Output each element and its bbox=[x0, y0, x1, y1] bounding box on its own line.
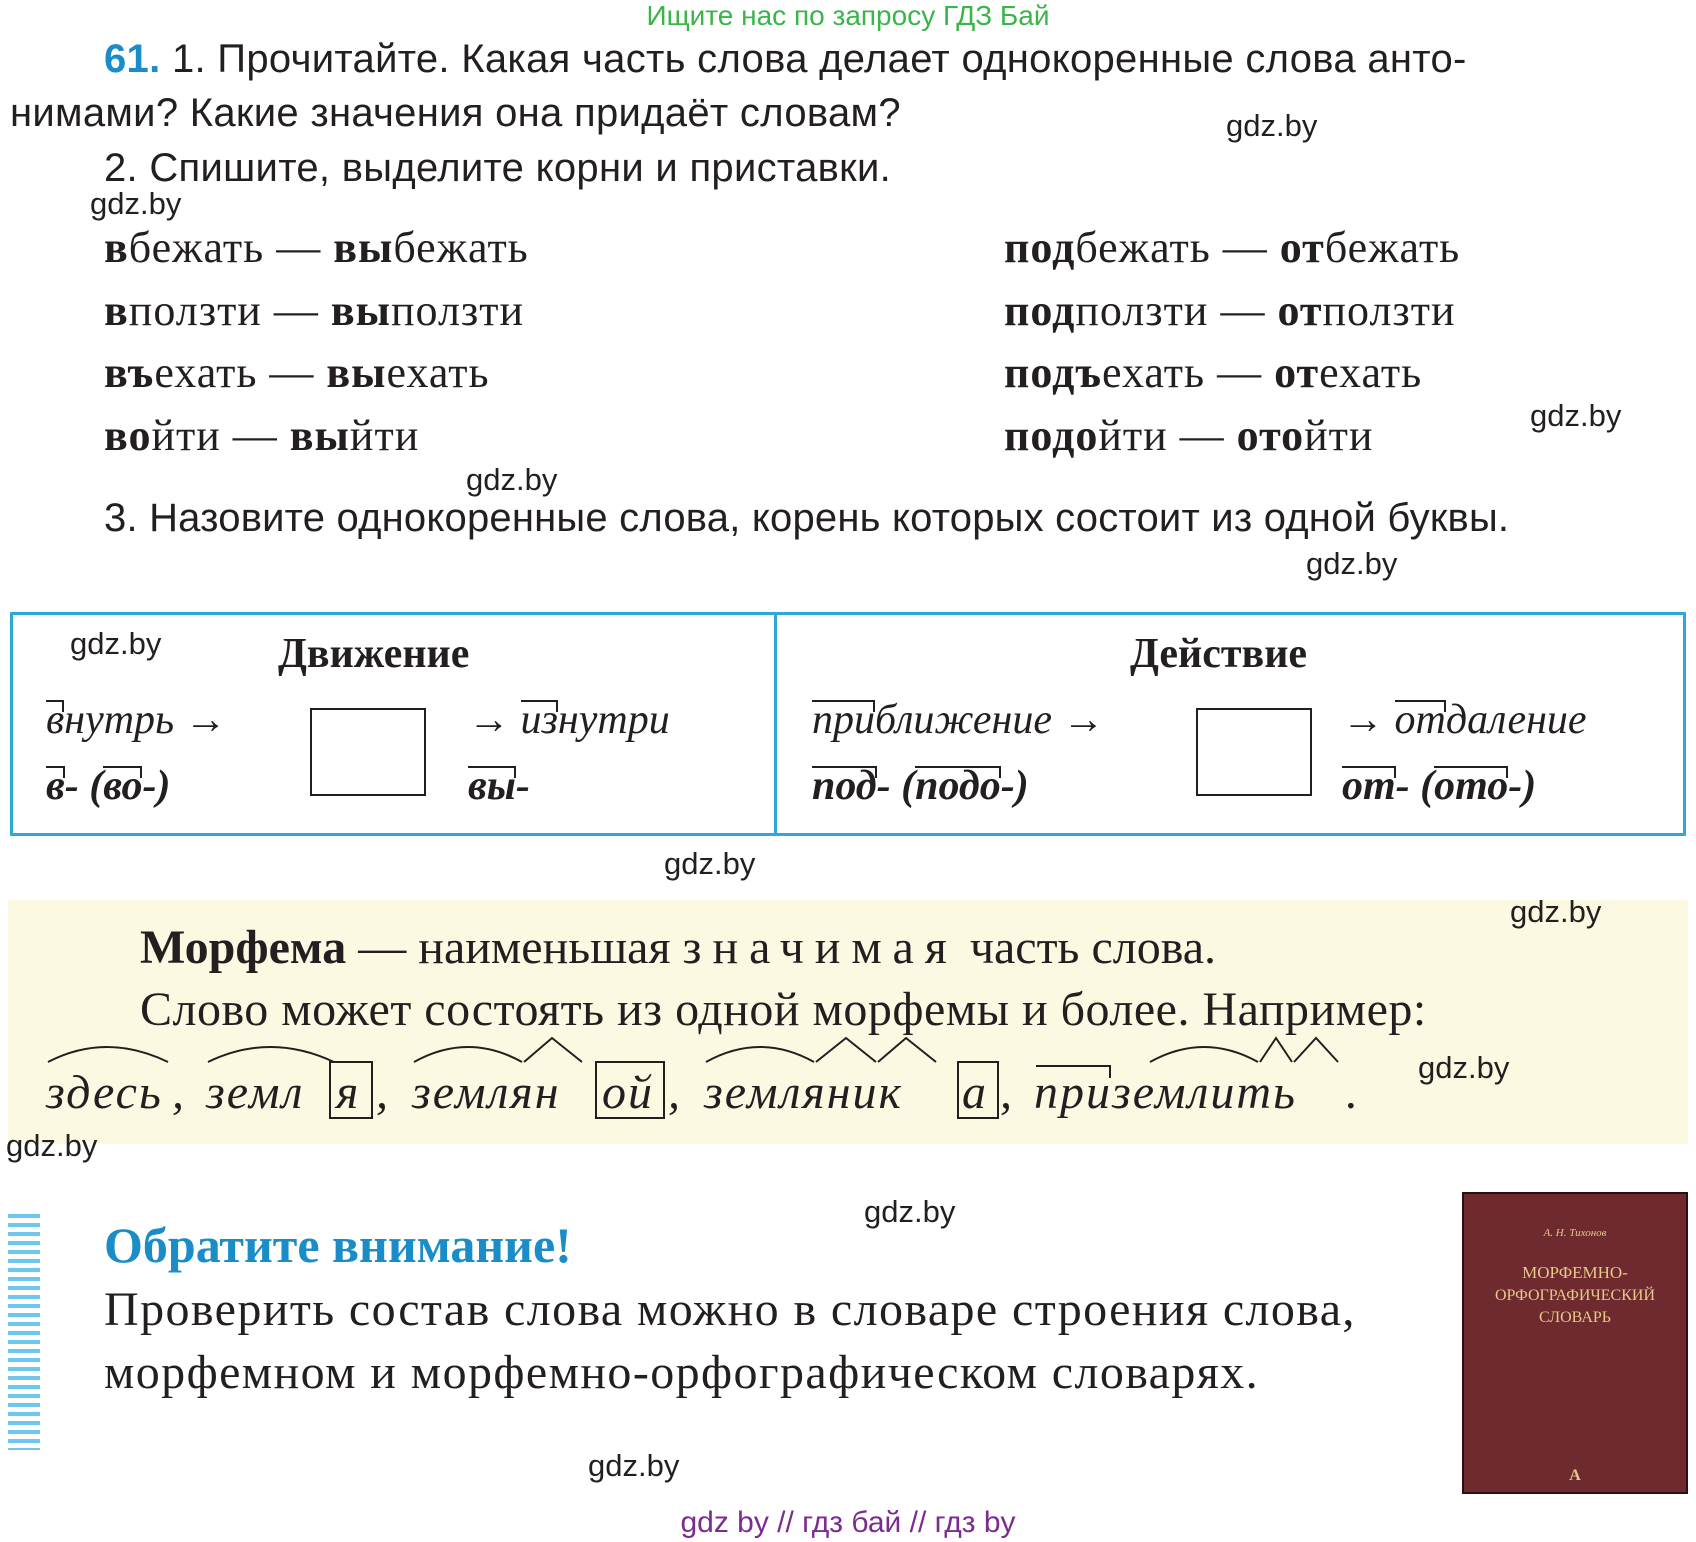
example-comma: , bbox=[668, 1066, 682, 1119]
stripe bbox=[8, 1403, 40, 1407]
word-pair-right-2: подползти — отползти bbox=[1004, 286, 1456, 335]
watermark: gdz.by bbox=[1530, 398, 1622, 433]
stripe bbox=[8, 1349, 40, 1353]
stripe bbox=[8, 1448, 40, 1450]
example-word-here: здесь bbox=[46, 1066, 163, 1119]
stripe bbox=[8, 1250, 40, 1254]
word-pair-left-1: вбежать — выбежать bbox=[104, 223, 529, 272]
root-arc-mark bbox=[706, 1047, 814, 1062]
stripe bbox=[8, 1367, 40, 1371]
watermark: gdz.by bbox=[1510, 894, 1602, 929]
root-arc-mark bbox=[48, 1047, 168, 1062]
morpheme-term: Морфема bbox=[140, 921, 347, 974]
stripe bbox=[8, 1394, 40, 1398]
root-arc-mark bbox=[414, 1047, 522, 1062]
word-pair-right-1: подбежать — отбежать bbox=[1004, 223, 1461, 272]
book-title-line-1: МОРФЕМНО- bbox=[1522, 1263, 1628, 1282]
suffix-mark bbox=[1260, 1038, 1292, 1062]
stripe bbox=[8, 1340, 40, 1344]
movement-title: Движение bbox=[278, 631, 470, 677]
stripe-lines bbox=[8, 1214, 40, 1450]
stripe bbox=[8, 1331, 40, 1335]
suffix-mark bbox=[878, 1038, 936, 1062]
stripe bbox=[8, 1277, 40, 1281]
book-title-line-3: СЛОВАРЬ bbox=[1539, 1309, 1611, 1326]
watermark: gdz.by bbox=[6, 1128, 98, 1163]
stripe bbox=[8, 1421, 40, 1425]
morpheme-example-intro: Слово может состоять из одной морфемы и более. Например: bbox=[140, 983, 1427, 1036]
watermark: gdz.by bbox=[466, 462, 558, 497]
action-prefixes-right: от- (ото-) bbox=[1342, 763, 1537, 809]
example-comma: , bbox=[172, 1066, 186, 1119]
stripe bbox=[8, 1358, 40, 1362]
example-comma: , bbox=[1000, 1066, 1014, 1119]
root-arc-mark bbox=[208, 1047, 334, 1062]
word-pair-left-3: въехать — выехать bbox=[104, 348, 490, 397]
stripe bbox=[8, 1376, 40, 1380]
stripe bbox=[8, 1259, 40, 1263]
task-part-1-line-1: 1. Прочитайте. Какая часть слова делает однокоренные слова анто- bbox=[171, 37, 1467, 81]
word-pair-left-4: войти — выйти bbox=[104, 411, 420, 460]
attention-text: Проверить состав слова можно в словаре строения слова, морфемном и морфемно-орфографическом словарях. bbox=[104, 1283, 1356, 1399]
stripe bbox=[8, 1286, 40, 1290]
example-word-land: приземлить bbox=[1034, 1066, 1297, 1119]
suffix-mark bbox=[1294, 1038, 1338, 1062]
example-word-strawberry-stem: земляник bbox=[704, 1066, 903, 1119]
stripe bbox=[8, 1322, 40, 1326]
watermark: gdz.by bbox=[70, 626, 162, 661]
task-part-1-line-2: нимами? Какие значения она придаёт словам? bbox=[10, 91, 901, 135]
suffix-mark bbox=[524, 1038, 582, 1062]
scheme-divider bbox=[774, 612, 777, 836]
morpheme-examples bbox=[40, 1032, 1540, 1122]
stripes-decoration bbox=[8, 1214, 40, 1450]
movement-prefixes-left: в- (во-) bbox=[46, 763, 171, 809]
footer-links: gdz by // гдз бай // гдз by bbox=[680, 1506, 1016, 1539]
morpheme-definition: Морфема — наименьшая значимая часть слова. bbox=[140, 921, 1217, 974]
watermark: gdz.by bbox=[664, 846, 756, 881]
movement-blank-box bbox=[310, 708, 426, 796]
watermark: gdz.by bbox=[1226, 108, 1318, 143]
movement-prefix-right: вы- bbox=[468, 763, 530, 809]
example-word-earthen-stem: землян bbox=[412, 1066, 561, 1119]
action-word-right: → отдаление bbox=[1342, 697, 1587, 743]
example-word-strawberry-ending: а bbox=[962, 1066, 988, 1119]
example-word-earth-stem: земл bbox=[206, 1066, 305, 1119]
book-title-line-2: ОРФОГРАФИЧЕСКИЙ bbox=[1494, 1287, 1656, 1304]
stripe bbox=[8, 1232, 40, 1236]
stripe bbox=[8, 1223, 40, 1227]
word-pair-left-2: вползти — выползти bbox=[104, 286, 525, 335]
book-author: А. Н. Тихонов bbox=[1543, 1227, 1607, 1239]
stripe bbox=[8, 1439, 40, 1443]
top-banner: Ищите нас по запросу ГДЗ Бай bbox=[646, 0, 1050, 31]
watermark: gdz.by bbox=[90, 186, 182, 221]
action-word-left: приближение → bbox=[812, 697, 1105, 743]
stripe bbox=[8, 1295, 40, 1299]
watermark: gdz.by bbox=[1306, 546, 1398, 581]
root-arc-mark bbox=[1150, 1047, 1258, 1062]
stripe bbox=[8, 1304, 40, 1308]
stripe bbox=[8, 1268, 40, 1272]
watermark: gdz.by bbox=[864, 1194, 956, 1229]
suffix-mark bbox=[816, 1038, 876, 1062]
stripe bbox=[8, 1214, 40, 1218]
action-title: Действие bbox=[1130, 631, 1308, 677]
example-word-earth-ending: я bbox=[336, 1066, 361, 1119]
word-pair-right-4: подойти — отойти bbox=[1004, 411, 1374, 460]
task-part-2: 2. Спишите, выделите корни и приставки. bbox=[104, 146, 892, 190]
example-word-earthen-ending: ой bbox=[602, 1066, 654, 1119]
action-blank-box bbox=[1196, 708, 1312, 796]
watermark: gdz.by bbox=[1418, 1050, 1510, 1085]
attention-title: Обратите внимание! bbox=[104, 1217, 572, 1273]
stripe bbox=[8, 1430, 40, 1434]
example-comma: , bbox=[376, 1066, 390, 1119]
stripe bbox=[8, 1241, 40, 1245]
dictionary-book-cover bbox=[1462, 1192, 1688, 1494]
task-number: 61. bbox=[104, 37, 161, 81]
word-pair-right-3: подъехать — отехать bbox=[1004, 348, 1423, 397]
stripe bbox=[8, 1313, 40, 1317]
book-publisher-logo: А bbox=[1569, 1467, 1581, 1484]
task-part-3: 3. Назовите однокоренные слова, корень которых состоит из одной буквы. bbox=[104, 496, 1510, 540]
stripe bbox=[8, 1412, 40, 1416]
movement-word-right: → изнутри bbox=[468, 697, 670, 743]
watermark: gdz.by bbox=[588, 1448, 680, 1483]
stripe bbox=[8, 1385, 40, 1389]
action-prefixes-left: под- (подо-) bbox=[812, 763, 1029, 809]
task-part-1 bbox=[10, 32, 1685, 140]
example-period: . bbox=[1346, 1066, 1360, 1119]
movement-word-left: внутрь → bbox=[46, 697, 227, 743]
